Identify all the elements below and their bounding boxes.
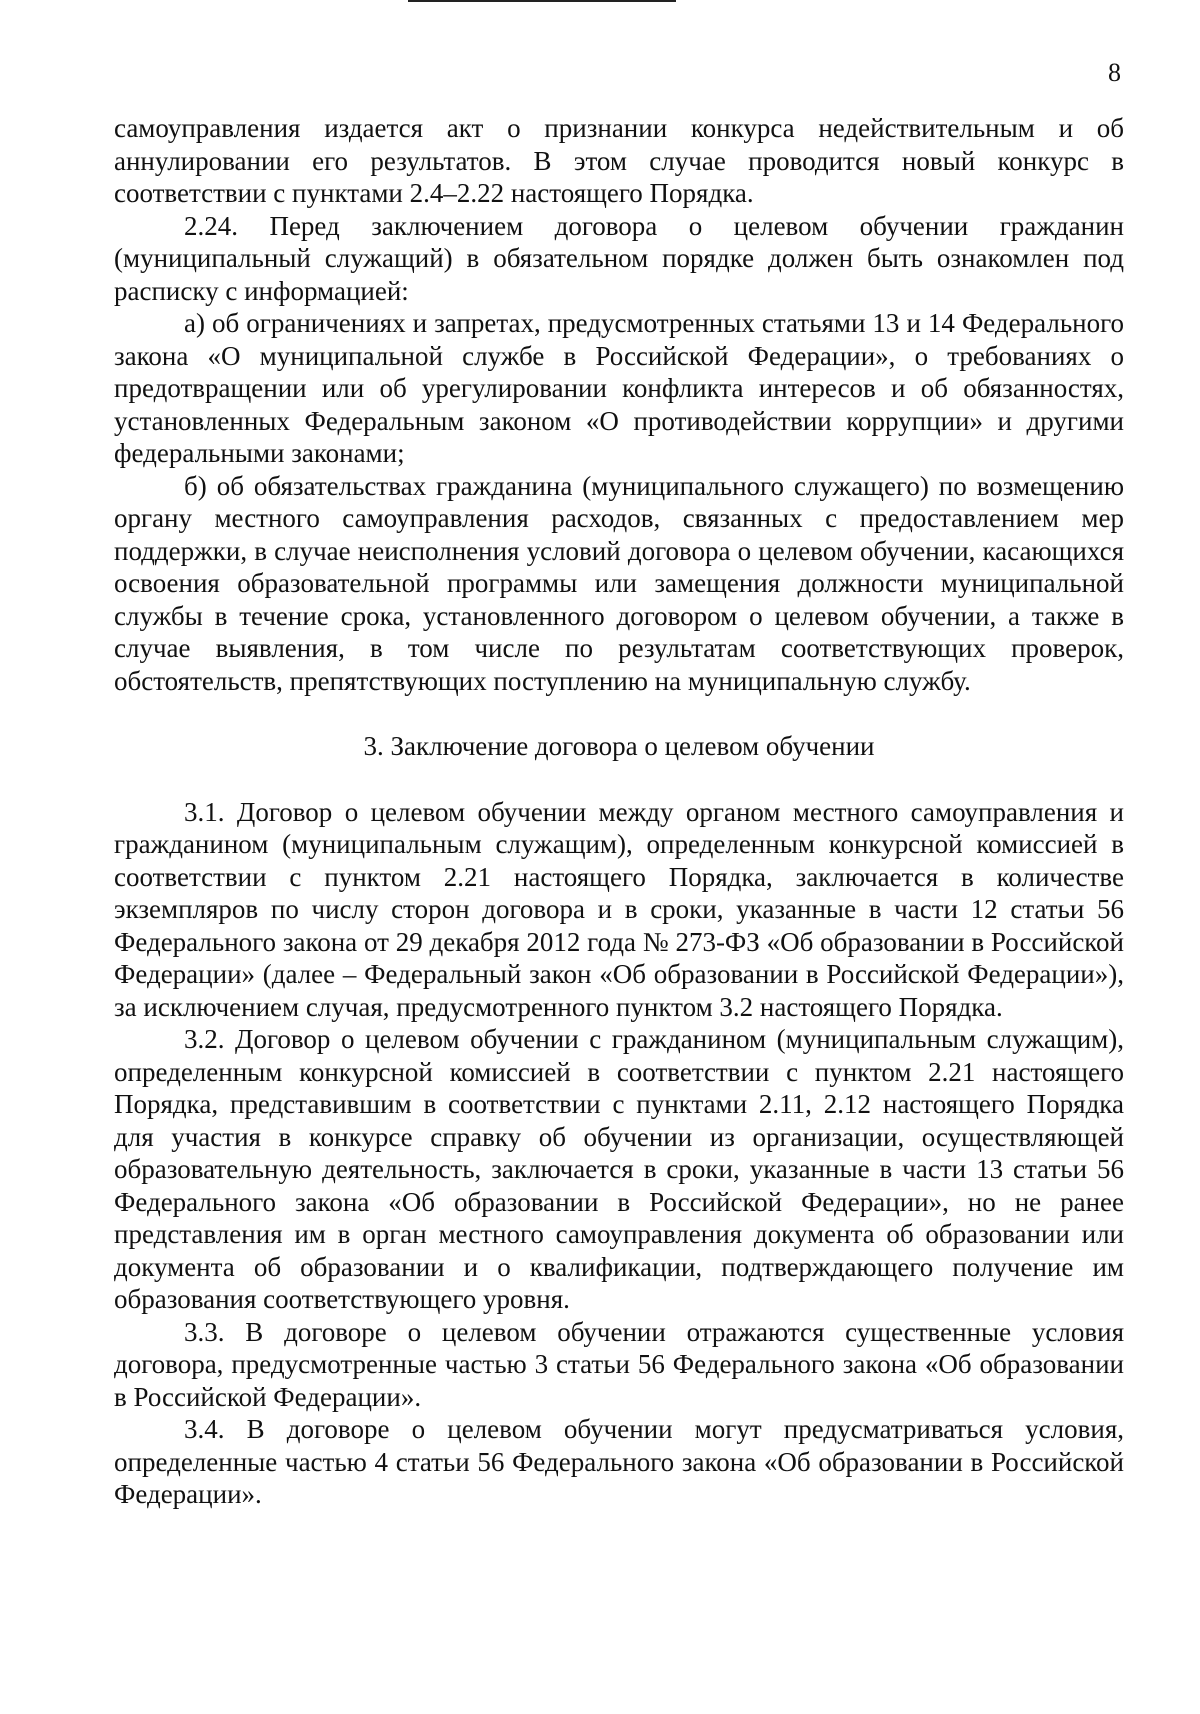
section-heading: 3. Заключение договора о целевом обучении <box>363 731 875 761</box>
paragraph-item-b: б) об обязательствах гражданина (муниципального служащего) по возмещению органу местного самоуправления расходов, связанных с предоставлением мер поддержки, в случае неисполнения условий договора о целевом обучении, касающихся освоения образовательной программы или замещения должности муниципальной службы в течение срока, установленного договором о целевом обучении, а также в случае выявления, в том числе по результатам соответствующих проверок, обстоятельств, препятствующих поступлению на муниципальную службу. <box>114 470 1124 696</box>
paragraph-2-24: 2.24. Перед заключением договора о целевом обучении гражданин (муниципальный служащий) в обязательном порядке должен быть ознакомлен под расписку с информацией: <box>114 210 1124 306</box>
paragraph-3-2: 3.2. Договор о целевом обучении с гражданином (муниципальным служащим), определенным конкурсной комиссией в соответствии с пунктом 2.21 настоящего Порядка, представившим в соответствии с пунктами 2.11, 2.12 настоящего Порядка для участия в конкурсе справку об обучении из организации, осуществляющей образовательную деятельность, заключается в сроки, указанные в части 13 статьи 56 Федерального закона «Об образовании в Российской Федерации», но не ранее представления им в орган местного самоуправления документа об образовании или документа об образовании и о квалификации, подтверждающего получение им образования соответствующего уровня. <box>114 1024 1124 1314</box>
paragraph-item-a: а) об ограничениях и запретах, предусмотренных статьями 13 и 14 Федерального закона «О муниципальной службе в Российской Федерации», о требованиях о предотвращении или об урегулировании конфликта интересов и об обязанностях, установленных Федеральным законом «О противодействии коррупции» и другими федеральными законами; <box>114 308 1124 468</box>
paragraph-continuation: самоуправления издается акт о признании конкурса недействительным и об аннулировании его результатов. В этом случае проводится новый конкурс в соответствии с пунктами 2.4–2.22 настоящего Порядка. <box>114 113 1124 208</box>
paragraph-3-4: 3.4. В договоре о целевом обучении могут предусматриваться условия, определенные частью 4 статьи 56 Федерального закона «Об образовании в Российской Федерации». <box>114 1414 1124 1509</box>
page-number: 8 <box>1108 58 1121 87</box>
top-rule-line <box>408 0 676 2</box>
paragraph-3-3: 3.3. В договоре о целевом обучении отражаются существенные условия договора, предусмотренные частью 3 статьи 56 Федерального закона «Об образовании в Российской Федерации». <box>114 1316 1124 1412</box>
paragraph-3-1: 3.1. Договор о целевом обучении между органом местного самоуправления и гражданином (муниципальным служащим), определенным конкурсной комиссией в соответствии с пунктом 2.21 настоящего Порядка, заключается в количестве экземпляров по числу сторон договора и в сроки, указанные в части 12 статьи 56 Федерального закона от 29 декабря 2012 года № 273-ФЗ «Об образовании в Российской Федерации» (далее – Федеральный закон «Об образовании в Российской Федерации»), за исключением случая, предусмотренного пунктом 3.2 настоящего Порядка. <box>114 796 1124 1022</box>
document-body <box>114 112 1124 1511</box>
